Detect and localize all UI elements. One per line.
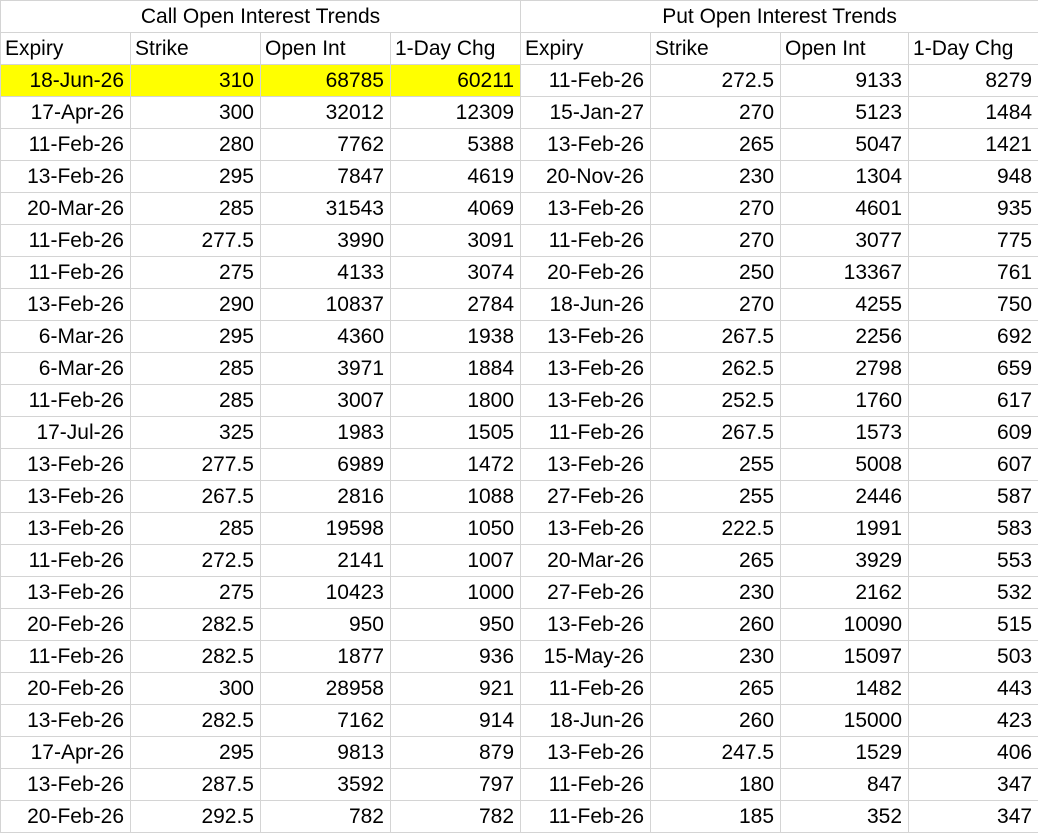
table-row: [1, 65, 1038, 97]
call-cell-open-int[interactable]: 4360: [261, 321, 391, 353]
call-cell-strike[interactable]: 295: [131, 161, 261, 193]
call-cell-open-int[interactable]: 31543: [261, 193, 391, 225]
call-cell-expiry[interactable]: 13-Feb-26: [1, 289, 131, 321]
call-cell-1day-chg[interactable]: 60211: [391, 65, 521, 97]
table-row: [1, 801, 1038, 833]
put-cell-1day-chg[interactable]: 515: [909, 609, 1038, 641]
put-cell-expiry[interactable]: 18-Jun-26: [521, 289, 651, 321]
table-row: [1, 225, 1038, 257]
call-cell-expiry[interactable]: 13-Feb-26: [1, 481, 131, 513]
call-cell-strike[interactable]: 285: [131, 385, 261, 417]
call-cell-1day-chg[interactable]: 1007: [391, 545, 521, 577]
call-cell-strike[interactable]: 300: [131, 97, 261, 129]
put-cell-expiry[interactable]: 13-Feb-26: [521, 385, 651, 417]
call-cell-open-int[interactable]: 32012: [261, 97, 391, 129]
call-cell-expiry[interactable]: 13-Feb-26: [1, 769, 131, 801]
call-cell-strike[interactable]: 290: [131, 289, 261, 321]
put-cell-open-int[interactable]: 1991: [781, 513, 909, 545]
put-cell-strike[interactable]: 230: [651, 641, 781, 673]
put-cell-expiry[interactable]: 15-May-26: [521, 641, 651, 673]
call-cell-strike[interactable]: 292.5: [131, 801, 261, 833]
call-cell-open-int[interactable]: 950: [261, 609, 391, 641]
call-cell-strike[interactable]: 280: [131, 129, 261, 161]
put-cell-expiry[interactable]: 13-Feb-26: [521, 193, 651, 225]
call-cell-expiry[interactable]: 20-Feb-26: [1, 609, 131, 641]
put-cell-1day-chg[interactable]: 750: [909, 289, 1038, 321]
table-row: [1, 161, 1038, 193]
call-cell-strike[interactable]: 272.5: [131, 545, 261, 577]
put-cell-strike[interactable]: 270: [651, 193, 781, 225]
put-cell-1day-chg[interactable]: 607: [909, 449, 1038, 481]
table-row: [1, 705, 1038, 737]
put-cell-strike[interactable]: 265: [651, 129, 781, 161]
put-header-open-int[interactable]: Open Int: [781, 33, 909, 65]
put-cell-strike[interactable]: 255: [651, 449, 781, 481]
put-cell-strike[interactable]: 222.5: [651, 513, 781, 545]
call-cell-strike[interactable]: 277.5: [131, 225, 261, 257]
put-cell-1day-chg[interactable]: 659: [909, 353, 1038, 385]
call-cell-open-int[interactable]: 2141: [261, 545, 391, 577]
call-header-strike[interactable]: Strike: [131, 33, 261, 65]
table-row: [1, 321, 1038, 353]
put-cell-1day-chg[interactable]: 935: [909, 193, 1038, 225]
call-cell-strike[interactable]: 310: [131, 65, 261, 97]
call-cell-1day-chg[interactable]: 914: [391, 705, 521, 737]
put-cell-1day-chg[interactable]: 583: [909, 513, 1038, 545]
call-cell-strike[interactable]: 275: [131, 257, 261, 289]
put-cell-open-int[interactable]: 5047: [781, 129, 909, 161]
table-row: [1, 289, 1038, 321]
table-row: [1, 481, 1038, 513]
table-row: [1, 641, 1038, 673]
call-cell-expiry[interactable]: 6-Mar-26: [1, 353, 131, 385]
put-cell-expiry[interactable]: 11-Feb-26: [521, 673, 651, 705]
table-row: [1, 577, 1038, 609]
call-cell-strike[interactable]: 267.5: [131, 481, 261, 513]
call-cell-1day-chg[interactable]: 782: [391, 801, 521, 833]
put-cell-expiry[interactable]: 11-Feb-26: [521, 65, 651, 97]
call-section-title[interactable]: Call Open Interest Trends: [1, 1, 521, 33]
put-cell-open-int[interactable]: 9133: [781, 65, 909, 97]
call-cell-expiry[interactable]: 17-Apr-26: [1, 737, 131, 769]
call-cell-1day-chg[interactable]: 1884: [391, 353, 521, 385]
table-row: [1, 737, 1038, 769]
call-cell-1day-chg[interactable]: 1505: [391, 417, 521, 449]
title-row: [1, 1, 1038, 33]
put-cell-1day-chg[interactable]: 503: [909, 641, 1038, 673]
put-cell-open-int[interactable]: 15097: [781, 641, 909, 673]
put-cell-expiry[interactable]: 20-Feb-26: [521, 257, 651, 289]
call-cell-1day-chg[interactable]: 1472: [391, 449, 521, 481]
call-cell-expiry[interactable]: 20-Feb-26: [1, 673, 131, 705]
put-cell-strike[interactable]: 265: [651, 673, 781, 705]
put-cell-expiry[interactable]: 20-Nov-26: [521, 161, 651, 193]
put-cell-open-int[interactable]: 1573: [781, 417, 909, 449]
table-row: [1, 545, 1038, 577]
put-cell-open-int[interactable]: 5123: [781, 97, 909, 129]
call-cell-expiry[interactable]: 20-Mar-26: [1, 193, 131, 225]
call-cell-strike[interactable]: 277.5: [131, 449, 261, 481]
table-row: [1, 129, 1038, 161]
call-cell-open-int[interactable]: 6989: [261, 449, 391, 481]
call-cell-strike[interactable]: 282.5: [131, 641, 261, 673]
put-cell-expiry[interactable]: 27-Feb-26: [521, 481, 651, 513]
call-cell-1day-chg[interactable]: 797: [391, 769, 521, 801]
call-cell-expiry[interactable]: 11-Feb-26: [1, 385, 131, 417]
put-cell-1day-chg[interactable]: 347: [909, 769, 1038, 801]
put-cell-1day-chg[interactable]: 617: [909, 385, 1038, 417]
call-cell-1day-chg[interactable]: 3074: [391, 257, 521, 289]
put-cell-strike[interactable]: 270: [651, 289, 781, 321]
put-cell-1day-chg[interactable]: 443: [909, 673, 1038, 705]
call-cell-1day-chg[interactable]: 12309: [391, 97, 521, 129]
put-cell-open-int[interactable]: 3077: [781, 225, 909, 257]
call-cell-strike[interactable]: 295: [131, 737, 261, 769]
call-header-open-int[interactable]: Open Int: [261, 33, 391, 65]
call-cell-strike[interactable]: 285: [131, 193, 261, 225]
call-cell-strike[interactable]: 282.5: [131, 609, 261, 641]
put-cell-1day-chg[interactable]: 609: [909, 417, 1038, 449]
put-cell-1day-chg[interactable]: 532: [909, 577, 1038, 609]
call-cell-1day-chg[interactable]: 4069: [391, 193, 521, 225]
put-cell-1day-chg[interactable]: 587: [909, 481, 1038, 513]
table-row: [1, 673, 1038, 705]
put-cell-strike[interactable]: 247.5: [651, 737, 781, 769]
put-cell-open-int[interactable]: 2256: [781, 321, 909, 353]
put-cell-strike[interactable]: 272.5: [651, 65, 781, 97]
call-cell-open-int[interactable]: 4133: [261, 257, 391, 289]
table-row: [1, 449, 1038, 481]
call-cell-open-int[interactable]: 3007: [261, 385, 391, 417]
call-cell-open-int[interactable]: 3971: [261, 353, 391, 385]
call-cell-open-int[interactable]: 1877: [261, 641, 391, 673]
call-cell-strike[interactable]: 287.5: [131, 769, 261, 801]
put-cell-1day-chg[interactable]: 423: [909, 705, 1038, 737]
call-cell-1day-chg[interactable]: 1000: [391, 577, 521, 609]
put-cell-strike[interactable]: 180: [651, 769, 781, 801]
put-cell-strike[interactable]: 262.5: [651, 353, 781, 385]
put-cell-strike[interactable]: 185: [651, 801, 781, 833]
put-cell-expiry[interactable]: 13-Feb-26: [521, 353, 651, 385]
put-cell-expiry[interactable]: 20-Mar-26: [521, 545, 651, 577]
put-header-1day-chg[interactable]: 1-Day Chg: [909, 33, 1038, 65]
put-cell-strike[interactable]: 260: [651, 705, 781, 737]
put-cell-expiry[interactable]: 13-Feb-26: [521, 449, 651, 481]
put-cell-expiry[interactable]: 13-Feb-26: [521, 321, 651, 353]
put-cell-strike[interactable]: 255: [651, 481, 781, 513]
call-header-1day-chg[interactable]: 1-Day Chg: [391, 33, 521, 65]
put-cell-1day-chg[interactable]: 1421: [909, 129, 1038, 161]
put-cell-1day-chg[interactable]: 775: [909, 225, 1038, 257]
call-cell-1day-chg[interactable]: 879: [391, 737, 521, 769]
call-cell-open-int[interactable]: 7762: [261, 129, 391, 161]
put-cell-expiry[interactable]: 11-Feb-26: [521, 801, 651, 833]
call-cell-expiry[interactable]: 18-Jun-26: [1, 65, 131, 97]
call-cell-1day-chg[interactable]: 1938: [391, 321, 521, 353]
put-cell-expiry[interactable]: 11-Feb-26: [521, 417, 651, 449]
put-cell-1day-chg[interactable]: 8279: [909, 65, 1038, 97]
call-cell-expiry[interactable]: 11-Feb-26: [1, 641, 131, 673]
put-cell-expiry[interactable]: 13-Feb-26: [521, 513, 651, 545]
table-row: [1, 193, 1038, 225]
put-cell-open-int[interactable]: 13367: [781, 257, 909, 289]
put-cell-open-int[interactable]: 15000: [781, 705, 909, 737]
call-cell-open-int[interactable]: 9813: [261, 737, 391, 769]
call-cell-open-int[interactable]: 10837: [261, 289, 391, 321]
call-cell-open-int[interactable]: 3990: [261, 225, 391, 257]
put-cell-expiry[interactable]: 18-Jun-26: [521, 705, 651, 737]
call-cell-1day-chg[interactable]: 4619: [391, 161, 521, 193]
call-cell-expiry[interactable]: 11-Feb-26: [1, 545, 131, 577]
table-row: [1, 609, 1038, 641]
call-cell-expiry[interactable]: 13-Feb-26: [1, 449, 131, 481]
call-cell-strike[interactable]: 275: [131, 577, 261, 609]
put-cell-open-int[interactable]: 5008: [781, 449, 909, 481]
call-cell-open-int[interactable]: 782: [261, 801, 391, 833]
call-cell-1day-chg[interactable]: 921: [391, 673, 521, 705]
call-cell-expiry[interactable]: 11-Feb-26: [1, 257, 131, 289]
put-cell-open-int[interactable]: 1760: [781, 385, 909, 417]
put-cell-1day-chg[interactable]: 347: [909, 801, 1038, 833]
put-cell-open-int[interactable]: 4601: [781, 193, 909, 225]
put-cell-open-int[interactable]: 4255: [781, 289, 909, 321]
put-cell-1day-chg[interactable]: 692: [909, 321, 1038, 353]
put-cell-1day-chg[interactable]: 761: [909, 257, 1038, 289]
call-cell-1day-chg[interactable]: 936: [391, 641, 521, 673]
call-cell-1day-chg[interactable]: 3091: [391, 225, 521, 257]
call-cell-expiry[interactable]: 11-Feb-26: [1, 225, 131, 257]
table-row: [1, 769, 1038, 801]
call-cell-open-int[interactable]: 28958: [261, 673, 391, 705]
table-row: [1, 257, 1038, 289]
call-cell-strike[interactable]: 285: [131, 353, 261, 385]
call-cell-strike[interactable]: 325: [131, 417, 261, 449]
call-cell-open-int[interactable]: 3592: [261, 769, 391, 801]
call-cell-expiry[interactable]: 13-Feb-26: [1, 513, 131, 545]
put-cell-open-int[interactable]: 3929: [781, 545, 909, 577]
call-cell-expiry[interactable]: 6-Mar-26: [1, 321, 131, 353]
put-header-expiry[interactable]: Expiry: [521, 33, 651, 65]
call-cell-open-int[interactable]: 68785: [261, 65, 391, 97]
call-cell-strike[interactable]: 282.5: [131, 705, 261, 737]
call-cell-expiry[interactable]: 13-Feb-26: [1, 577, 131, 609]
call-cell-1day-chg[interactable]: 5388: [391, 129, 521, 161]
put-cell-expiry[interactable]: 11-Feb-26: [521, 225, 651, 257]
call-cell-1day-chg[interactable]: 950: [391, 609, 521, 641]
put-cell-1day-chg[interactable]: 553: [909, 545, 1038, 577]
put-header-strike[interactable]: Strike: [651, 33, 781, 65]
put-cell-open-int[interactable]: 10090: [781, 609, 909, 641]
call-cell-open-int[interactable]: 7847: [261, 161, 391, 193]
put-cell-open-int[interactable]: 2798: [781, 353, 909, 385]
put-cell-strike[interactable]: 260: [651, 609, 781, 641]
put-cell-open-int[interactable]: 847: [781, 769, 909, 801]
call-cell-open-int[interactable]: 7162: [261, 705, 391, 737]
put-cell-strike[interactable]: 250: [651, 257, 781, 289]
put-cell-1day-chg[interactable]: 948: [909, 161, 1038, 193]
call-header-expiry[interactable]: Expiry: [1, 33, 131, 65]
table-row: [1, 385, 1038, 417]
call-cell-strike[interactable]: 295: [131, 321, 261, 353]
call-cell-open-int[interactable]: 10423: [261, 577, 391, 609]
put-cell-1day-chg[interactable]: 406: [909, 737, 1038, 769]
call-cell-open-int[interactable]: 2816: [261, 481, 391, 513]
call-cell-strike[interactable]: 285: [131, 513, 261, 545]
put-cell-open-int[interactable]: 1304: [781, 161, 909, 193]
put-cell-strike[interactable]: 230: [651, 161, 781, 193]
put-cell-open-int[interactable]: 2162: [781, 577, 909, 609]
put-cell-strike[interactable]: 252.5: [651, 385, 781, 417]
call-cell-1day-chg[interactable]: 2784: [391, 289, 521, 321]
header-row: [1, 33, 1038, 65]
table-row: [1, 417, 1038, 449]
call-cell-open-int[interactable]: 1983: [261, 417, 391, 449]
put-cell-expiry[interactable]: 27-Feb-26: [521, 577, 651, 609]
call-cell-expiry[interactable]: 13-Feb-26: [1, 705, 131, 737]
put-cell-strike[interactable]: 270: [651, 225, 781, 257]
put-section-title[interactable]: Put Open Interest Trends: [521, 1, 1038, 33]
put-cell-expiry[interactable]: 13-Feb-26: [521, 737, 651, 769]
put-cell-open-int[interactable]: 352: [781, 801, 909, 833]
put-cell-strike[interactable]: 267.5: [651, 417, 781, 449]
call-cell-strike[interactable]: 300: [131, 673, 261, 705]
call-cell-1day-chg[interactable]: 1050: [391, 513, 521, 545]
put-cell-1day-chg[interactable]: 1484: [909, 97, 1038, 129]
put-cell-open-int[interactable]: 1482: [781, 673, 909, 705]
call-cell-expiry[interactable]: 20-Feb-26: [1, 801, 131, 833]
put-cell-open-int[interactable]: 2446: [781, 481, 909, 513]
put-cell-strike[interactable]: 265: [651, 545, 781, 577]
table-row: [1, 353, 1038, 385]
call-cell-expiry[interactable]: 11-Feb-26: [1, 129, 131, 161]
put-cell-strike[interactable]: 270: [651, 97, 781, 129]
call-cell-expiry[interactable]: 17-Apr-26: [1, 97, 131, 129]
put-cell-expiry[interactable]: 13-Feb-26: [521, 609, 651, 641]
put-cell-expiry[interactable]: 11-Feb-26: [521, 769, 651, 801]
call-cell-1day-chg[interactable]: 1088: [391, 481, 521, 513]
call-cell-open-int[interactable]: 19598: [261, 513, 391, 545]
put-cell-expiry[interactable]: 15-Jan-27: [521, 97, 651, 129]
call-cell-expiry[interactable]: 13-Feb-26: [1, 161, 131, 193]
put-cell-strike[interactable]: 267.5: [651, 321, 781, 353]
put-cell-open-int[interactable]: 1529: [781, 737, 909, 769]
put-cell-expiry[interactable]: 13-Feb-26: [521, 129, 651, 161]
put-cell-strike[interactable]: 230: [651, 577, 781, 609]
call-cell-expiry[interactable]: 17-Jul-26: [1, 417, 131, 449]
call-cell-1day-chg[interactable]: 1800: [391, 385, 521, 417]
table-row: [1, 513, 1038, 545]
table-row: [1, 97, 1038, 129]
